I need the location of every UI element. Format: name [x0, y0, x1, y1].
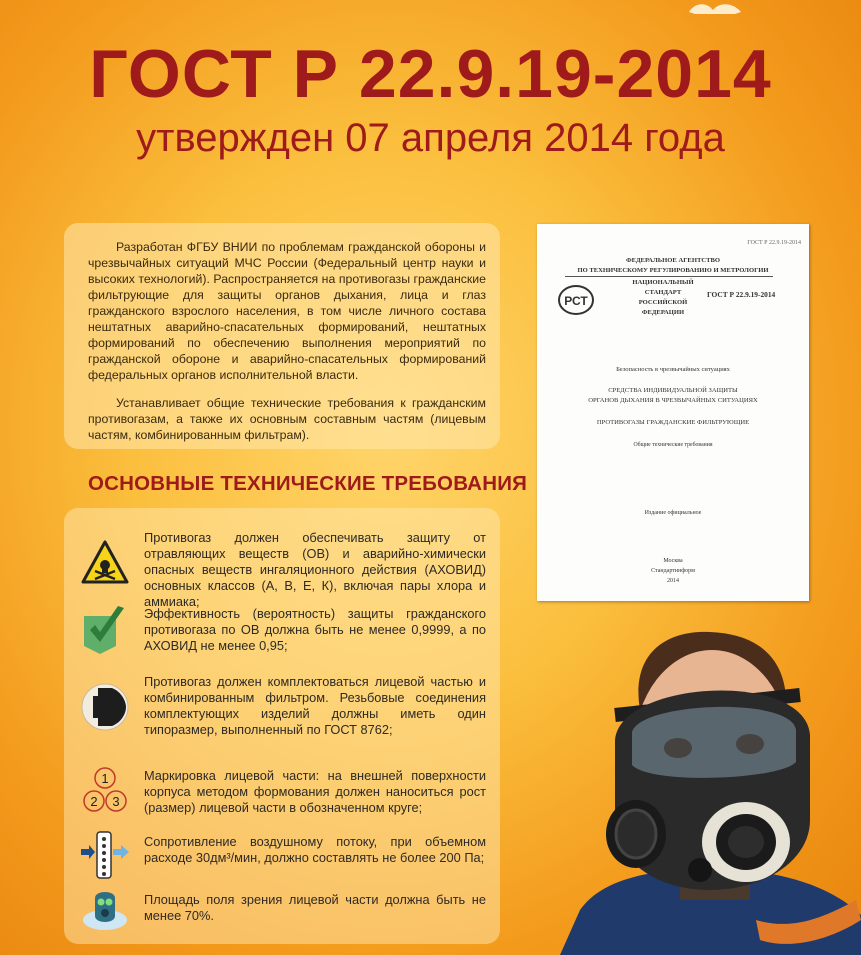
gas-mask-photo — [560, 620, 861, 955]
cover-agency — [537, 256, 809, 276]
requirement-item — [80, 528, 490, 609]
requirement-text: Площадь поля зрения лицевой части должна быть не менее 70%. — [144, 892, 486, 923]
cover-agency-line-2: ПО ТЕХНИЧЕСКОМУ РЕГУЛИРОВАНИЮ И МЕТРОЛОГИИ — [577, 267, 769, 274]
requirement-item — [80, 604, 490, 664]
size-mark-2: 2 — [90, 794, 98, 809]
requirement-text: Маркировка лицевой части: на внешней поверхности корпуса методом формования должен наноситься рост (размер) лицевой части в обозначенном круге; — [144, 768, 486, 815]
cover-edition: Издание официальное — [644, 510, 702, 516]
size-circles — [80, 766, 130, 816]
cover-title-line-2: ОРГАНОВ ДЫХАНИЯ В ЧРЕЗВЫЧАЙНЫХ СИТУАЦИЯХ — [588, 397, 758, 404]
filter-thread-icon — [80, 682, 130, 732]
approval-date: утвержден 07 апреля 2014 года — [136, 116, 725, 160]
cover-imprint — [537, 556, 809, 586]
cover-standard-block — [623, 278, 703, 318]
gost-r-logo-text: РСТ — [564, 294, 588, 308]
intro-paragraph-1: Разработан ФГБУ ВНИИ по проблемам гражданской обороны и чрезвычайных ситуаций МЧС России (Федеральный центр науки и высоких технологий). Распространяется на противогазы гражданские фильтрующие для защиты органов дыхания, лица и глаз гражданского взрослого населения, в том числе личного состава нештатных аварийно-спасательных формирований, нештатных формирований по обеспечению выполнения мероприятий по гражданской обороне и аварийно-спасательных формирований федеральных органов исполнительной власти. — [88, 240, 486, 382]
toxic-warning-icon — [80, 538, 130, 588]
cover-year: 2014 — [667, 578, 679, 584]
requirements-heading: ОСНОВНЫЕ ТЕХНИЧЕСКИЕ ТРЕБОВАНИЯ — [88, 472, 528, 495]
requirement-text: Эффективность (вероятность) защиты гражданского противогаза по ОВ должна быть не менее 0,9999, а по АХОВИД не менее 0,95; — [144, 606, 486, 653]
requirement-text: Сопротивление воздушному потоку, при объемном расходе 30дм³/мин, должно составлять не более 200 Па; — [144, 834, 486, 865]
airflow-icon — [80, 830, 130, 880]
cover-standard-line-2: СТАНДАРТ — [644, 289, 682, 296]
requirement-item — [80, 672, 490, 737]
requirement-text: Противогаз должен обеспечивать защиту от отравляющих веществ (ОВ) и аварийно-химически опасных веществ ингаляционного действия (АХОВИД) основных классов (А, В, Е, К), включая пары хлора и аммиака; — [144, 530, 486, 609]
corner-logo — [685, 0, 745, 16]
cover-category: Безопасность в чрезвычайных ситуациях — [616, 366, 730, 373]
cover-title-block — [537, 386, 809, 406]
gost-r-logo — [557, 284, 595, 316]
requirement-item — [80, 886, 490, 946]
cover-title-line-4: Общие технические требования — [633, 442, 713, 448]
document-title: ГОСТ Р 22.9.19-2014 — [89, 36, 772, 112]
cover-title-line-1: СРЕДСТВА ИНДИВИДУАЛЬНОЙ ЗАЩИТЫ — [608, 387, 738, 394]
requirement-item — [80, 830, 490, 890]
cover-standard-line-3: РОССИЙСКОЙ — [638, 299, 688, 306]
cover-agency-line-1: ФЕДЕРАЛЬНОЕ АГЕНТСТВО — [625, 257, 721, 264]
cover-standard-line-4: ФЕДЕРАЦИИ — [641, 309, 685, 316]
check-shield-icon — [80, 604, 130, 654]
cover-code-top: ГОСТ Р 22.9.19-2014 — [747, 240, 801, 246]
cover-title-line-3: ПРОТИВОГАЗЫ ГРАЖДАНСКИЕ ФИЛЬТРУЮЩИЕ — [596, 419, 750, 426]
requirement-item — [80, 764, 490, 824]
size-mark-1: 1 — [101, 771, 109, 786]
requirement-text: Противогаз должен комплектоваться лицевой частью и комбинированным фильтром. Резьбовые соединения комплектующих изделий должны иметь один типоразмер, выполненный по ГОСТ 8762; — [144, 674, 486, 737]
intro-paragraph-2: Устанавливает общие технические требования к гражданским противогазам, а также их основным составным частям (лицевым частям, комбинированным фильтрам). — [88, 396, 486, 442]
cover-rule — [565, 276, 773, 277]
size-mark-3: 3 — [112, 794, 120, 809]
size-marking-icon — [80, 766, 130, 816]
standard-cover-sheet — [537, 224, 809, 601]
intro-panel — [64, 223, 500, 449]
cover-city: Москва — [663, 558, 683, 564]
cover-standard-number: ГОСТ Р 22.9.19-2014 — [707, 290, 776, 299]
field-of-view-icon — [80, 886, 130, 936]
cover-standard-line-1: НАЦИОНАЛЬНЫЙ — [632, 279, 694, 286]
cover-publisher: Стандартинформ — [651, 568, 695, 574]
